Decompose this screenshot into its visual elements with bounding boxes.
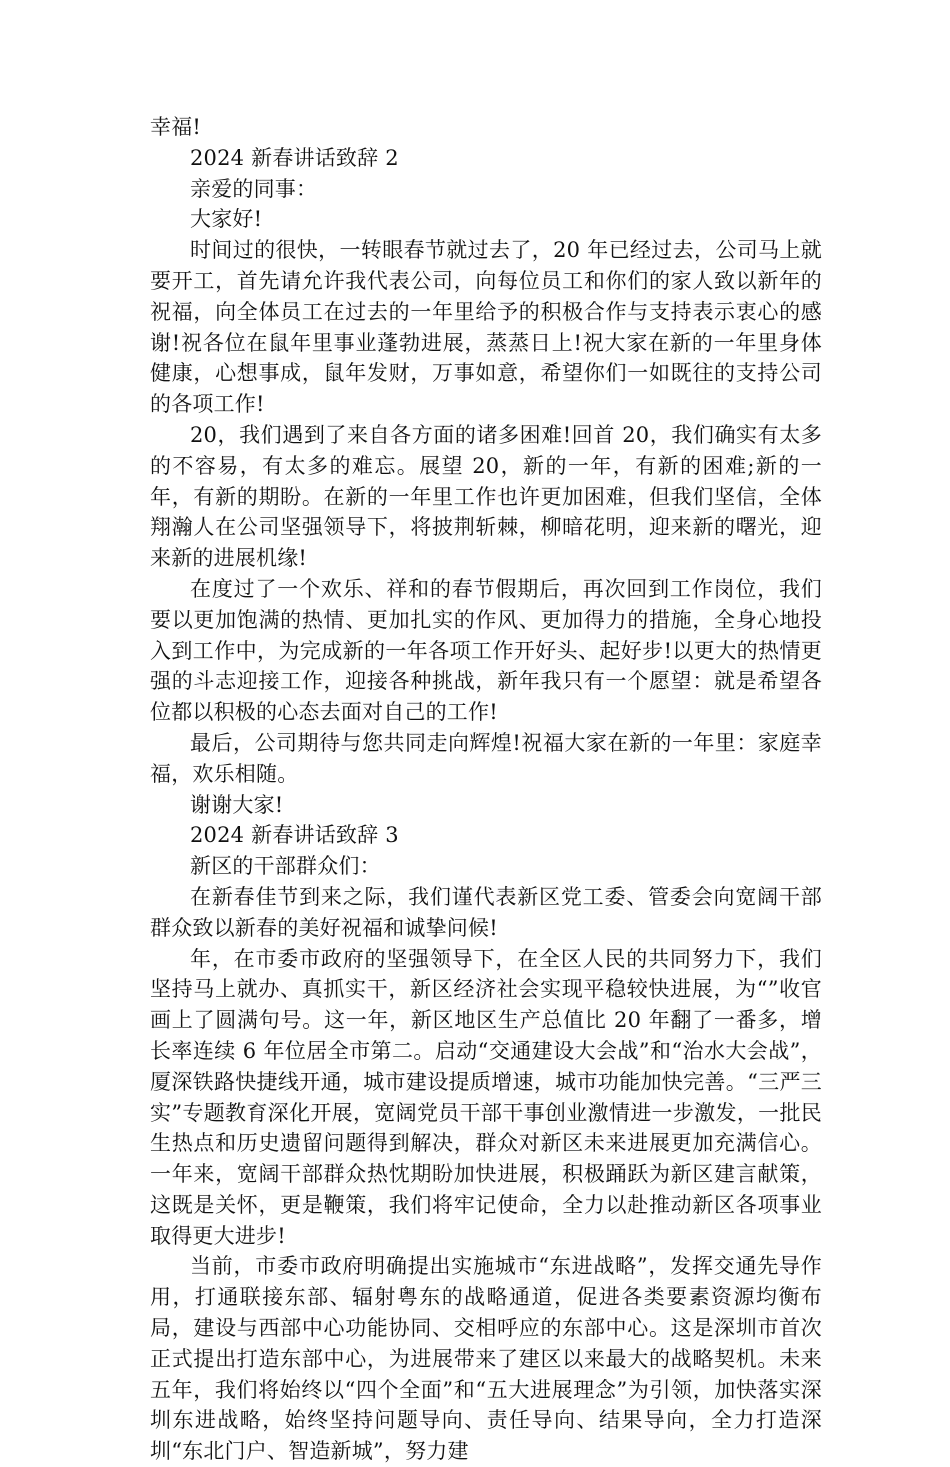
paragraph: 最后，公司期待与您共同走向辉煌!祝福大家在新的一年里：家庭幸福，欢乐相随。 xyxy=(150,730,822,786)
greeting: 大家好! xyxy=(190,207,263,232)
salutation-cadres: 新区的干部群众们： xyxy=(190,854,381,879)
paragraph: 20，我们遇到了来自各方面的诸多困难!回首 20，我们确实有太多的不容易，有太多的难忘。展望 20，新的一年，有新的困难;新的一年，有新的期盼。在新的一年里工作也许更加困难，但我们坚信，全体翔瀚人在公司坚强领导下，将披荆斩棘，柳暗花明，迎来新的曙光，迎来新的进展机缘! xyxy=(150,422,822,571)
paragraph: 时间过的很快，一转眼春节就过去了，20 年已经过去，公司马上就要开工，首先请允许我代表公司，向每位员工和你们的家人致以新年的祝福，向全体员工在过去的一年里给予的积极合作与支持表示衷心的感谢!祝各位在鼠年里事业蓬勃进展，蒸蒸日上!祝大家在新的一年里身体健康，心想事成，鼠年发财，万事如意，希望你们一如既往的支持公司的各项工作! xyxy=(150,238,822,417)
section-heading-3: 2024 新春讲话致辞 3 xyxy=(190,823,399,848)
document-body xyxy=(150,112,822,1467)
paragraph-continuation: 幸福! xyxy=(150,115,202,139)
paragraph: 在度过了一个欢乐、祥和的春节假期后，再次回到工作岗位，我们要以更加饱满的热情、更加扎实的作风、更加得力的措施，全身心地投入到工作中，为完成新的一年各项工作开好头、起好步!以更大的热情更强的斗志迎接工作，迎接各种挑战，新年我只有一个愿望：就是希望各位都以积极的心态去面对自己的工作! xyxy=(150,576,822,725)
section-heading-2: 2024 新春讲话致辞 2 xyxy=(190,145,399,170)
paragraph: 在新春佳节到来之际，我们谨代表新区党工委、管委会向宽阔干部群众致以新春的美好祝福和诚挚问候! xyxy=(150,884,822,940)
salutation-colleagues: 亲爱的同事： xyxy=(190,176,318,201)
paragraph: 年，在市委市政府的坚强领导下，在全区人民的共同努力下，我们坚持马上就办、真抓实干，新区经济社会实现平稳较快进展，为“”收官画上了圆满句号。这一年，新区地区生产总值比 20 年翻了一番多，增长率连续 6 年位居全市第二。启动“交通建设大会战”和“治水大会战”，厦深铁路快捷线开通，城市建设提质增速，城市功能加快完善。“三严三实”专题教育深化开展，宽阔党员干部干事创业激情进一步激发，一批民生热点和历史遗留问题得到解决，群众对新区未来进展更加充满信心。一年来，宽阔干部群众热忱期盼加快进展，积极踊跃为新区建言献策，这既是关怀，更是鞭策，我们将牢记使命，全力以赴推动新区各项事业取得更大进步! xyxy=(150,946,822,1248)
closing-thanks: 谢谢大家! xyxy=(190,792,284,817)
paragraph: 当前，市委市政府明确提出实施城市“东进战略”，发挥交通先导作用，打通联接东部、辐射粤东的战略通道，促进各类要素资源均衡布局，建设与西部中心功能协同、交相呼应的东部中心。这是深圳市首次正式提出打造东部中心，为进展带来了建区以来最大的战略契机。未来五年，我们将始终以“四个全面”和“五大进展理念”为引领，加快落实深圳东进战略，始终坚持问题导向、责任导向、结果导向，全力打造深圳“东北门户、智造新城”，努力建 xyxy=(150,1254,822,1464)
